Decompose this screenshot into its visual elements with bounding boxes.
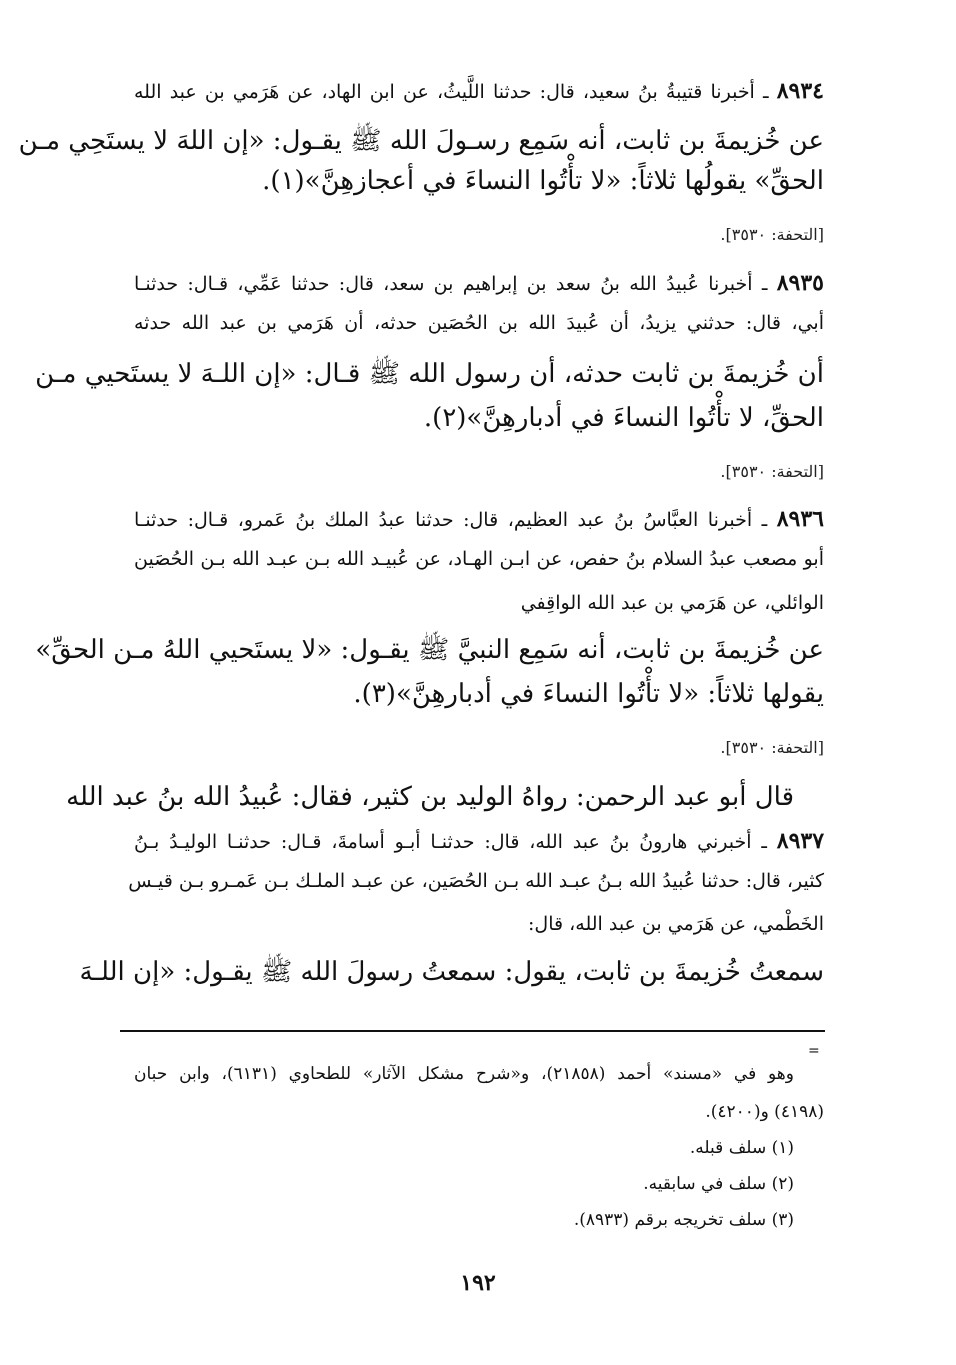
hadith-number: ٨٩٣٥ xyxy=(776,270,824,296)
footnote-continuation: وهو في «مسند» أحمد (٢١٨٥٨)، و«شرح مشكل الآثار» للطحاوي (٦١٣١)، وابن حبان xyxy=(134,1064,794,1084)
footnote-1: (١) سلف قبله. xyxy=(689,1138,794,1158)
hadith-8936-isnad-line: الوائلي، عن هَرَمي بن عبد الله الواقِفي xyxy=(520,592,824,614)
hadith-8934-matn-line: عن خُزيمةَ بن ثابت، أنه سَمِع رسـولَ الله ﷺ يقـول: «إن اللهَ لا يستَحِي مـن xyxy=(18,126,824,156)
isnad-text: ـ أخبرنا العبَّاسُ بنُ عبد العظيم، قال: حدثنا عبدُ الملك بنُ عَمرو، قـال: حدثنـا xyxy=(134,509,768,531)
isnad-text: ـ أخبرنا عُبيدُ الله بنُ سعد بن إبراهيم بن سعد، قال: حدثنا عَمِّي، قـال: حدثنـا xyxy=(134,273,768,295)
hadith-8936-isnad-line: أبو مصعب عبدُ السلام بنُ حفص، عن ابـن الهـاد، عن عُبيـد الله بـن عبـد الله بـن الحُصَين xyxy=(134,548,824,570)
isnad-text: ـ أخبرني هارونُ بنُ عبد الله، قال: حدثنـا أبـو أسامةَ، قـال: حدثنـا الوليـدُ بـنُ xyxy=(134,831,767,853)
hadith-8934-isnad xyxy=(134,78,824,104)
hadith-8935-isnad-line: أبي، قال: حدثني يزيدُ، أن عُبيدَ الله بن الحُصَين حدثه، أن هَرَمي بن عبد الله حدثه xyxy=(134,312,824,334)
hadith-8935-matn-line: أن خُزيمةَ بن ثابت حدثه، أن رسول الله ﷺ قـال: «إن اللـهَ لا يستَحيي مـن xyxy=(35,359,824,389)
hadith-number: ٨٩٣٤ xyxy=(776,78,824,104)
hadith-number: ٨٩٣٦ xyxy=(776,506,824,532)
continuation-mark: = xyxy=(808,1043,820,1059)
hadith-8935-matn-line: الحقِّ، لا تأْتُوا النساءَ في أدبارهِنَّ»(٢). xyxy=(423,403,824,433)
footnote-2: (٢) سلف في سابقيه. xyxy=(643,1174,794,1194)
tuhfa-reference: [التحفة: ٣٥٣٠]. xyxy=(720,462,824,481)
hadith-8935-isnad xyxy=(134,270,824,296)
footnote-continuation: (٤١٩٨) و(٤٢٠٠). xyxy=(705,1102,824,1122)
hadith-8936-matn-line: يقولها ثلاثاً: «لا تأْتُوا النساءَ في أدبارهِنَّ»(٣). xyxy=(353,679,824,709)
footnote-3: (٣) سلف تخريجه برقم (٨٩٣٣). xyxy=(573,1210,794,1230)
hadith-8937-matn-line: سمعتُ خُزيمةَ بن ثابت، يقول: سمعتُ رسولَ الله ﷺ يقـول: «إن اللـهَ xyxy=(79,957,824,987)
page-number: ١٩٢ xyxy=(460,1270,496,1296)
tuhfa-reference: [التحفة: ٣٥٣٠]. xyxy=(720,225,824,244)
hadith-8937-isnad xyxy=(134,828,824,854)
hadith-8936-matn-line: عن خُزيمةَ بن ثابت، أنه سَمِع النبيَّ ﷺ يقـول: «لا يستَحيي اللهُ مـن الحقِّ» xyxy=(35,635,824,665)
footnote-divider xyxy=(120,1030,825,1032)
hadith-8936-isnad xyxy=(134,506,824,532)
hadith-8934-matn-line: الحقِّ» يقولُها ثلاثاً: «لا تأْتُوا النساءَ في أعجازهِنَّ»(١). xyxy=(262,166,824,196)
tuhfa-reference: [التحفة: ٣٥٣٠]. xyxy=(720,738,824,757)
hadith-number: ٨٩٣٧ xyxy=(776,828,825,854)
isnad-text: ـ أخبرنا قتيبةُ بنُ سعيد، قال: حدثنا اللَّيثُ، عن ابن الهاد، عن هَرَمي بن عبد الله xyxy=(134,81,769,103)
hadith-8937-isnad-line: كثير، قال: حدثنا عُبيدُ الله بـنُ عبـد الله بـن الحُصَين، عن عبـد الملـك بـن عَمـرو بـن قيـس xyxy=(128,870,824,892)
hadith-8937-isnad-line: الخَطْمي، عن هَرَمي بن عبد الله، قال: xyxy=(528,913,824,935)
author-comment: قال أبو عبد الرحمن: رواهُ الوليد بن كثير، فقال: عُبيدُ الله بنُ عبد الله xyxy=(66,782,794,812)
